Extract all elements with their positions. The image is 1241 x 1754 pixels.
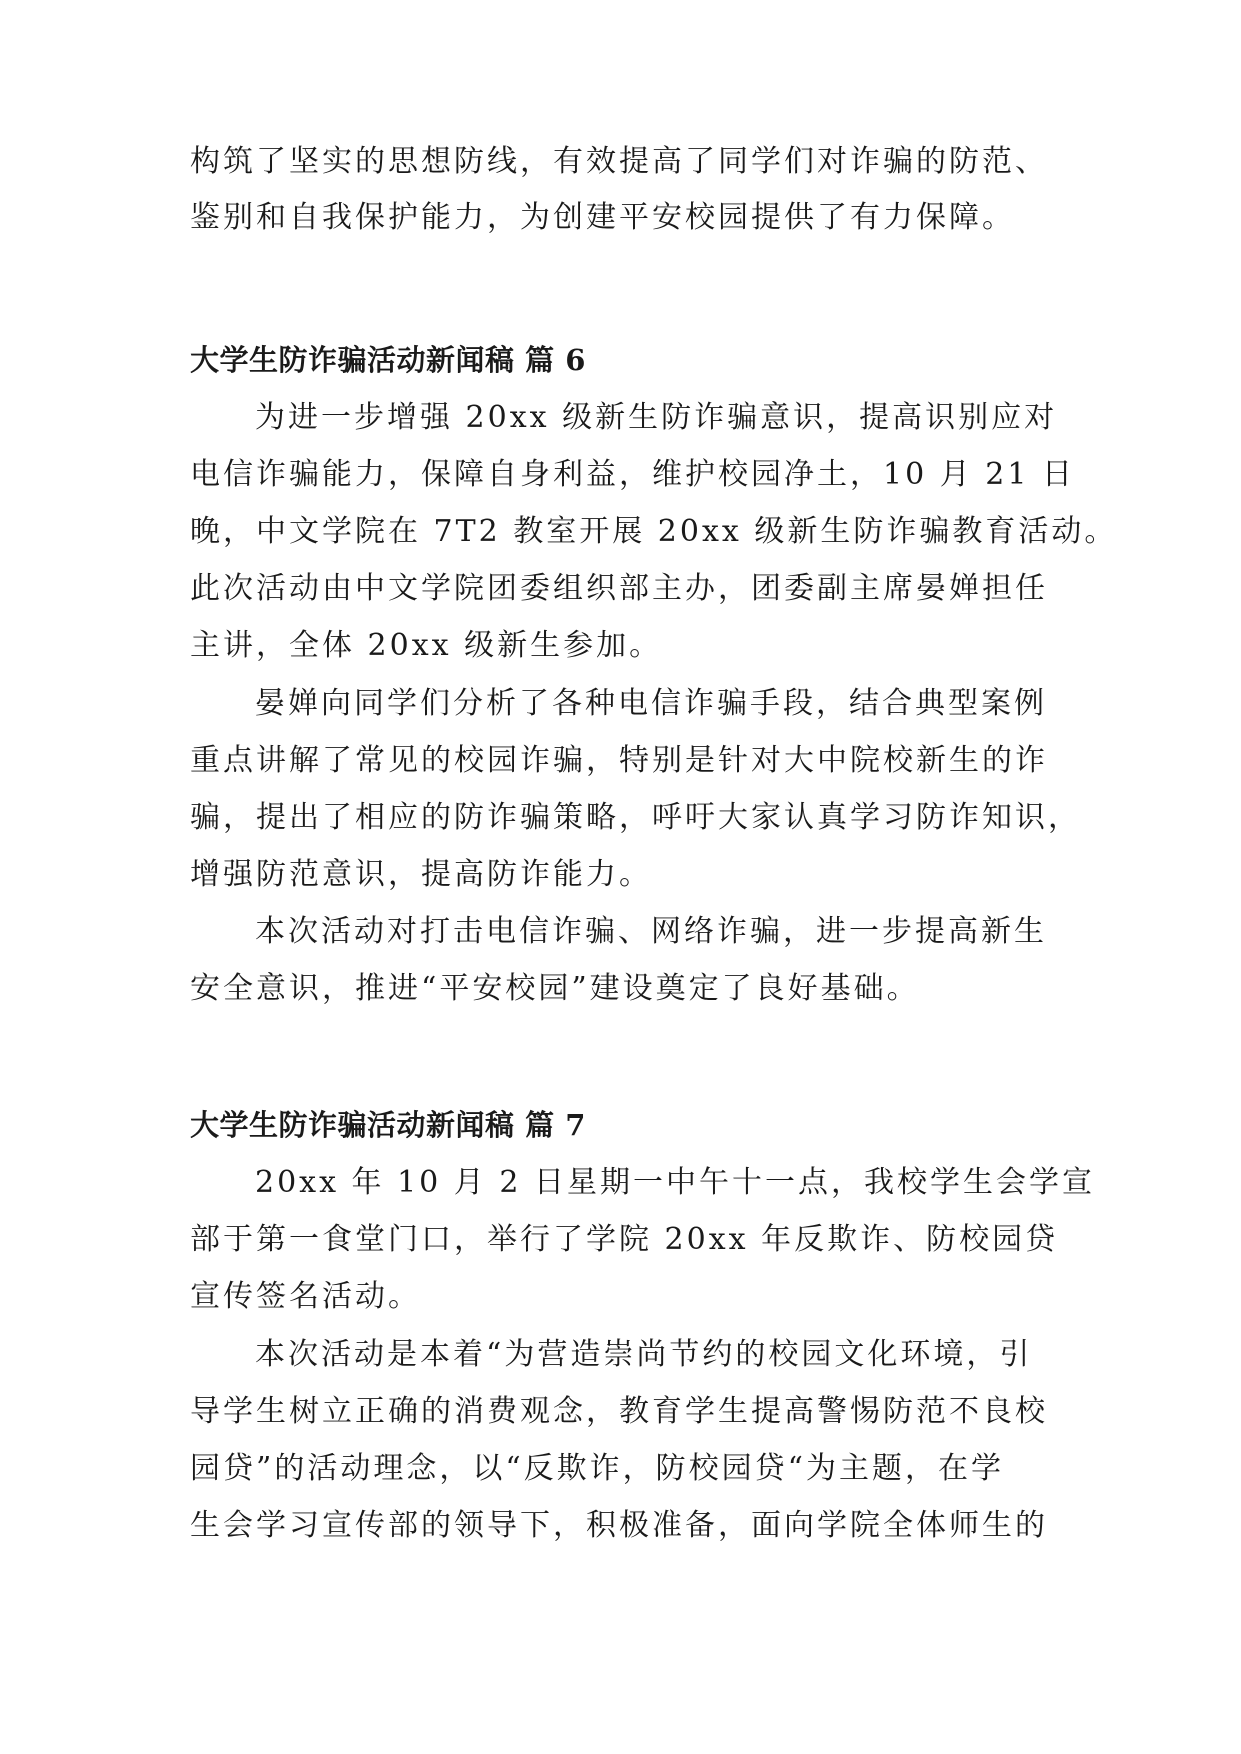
body-line: 主讲，全体 20xx 级新生参加。 (190, 628, 663, 663)
paragraph-first-line: 本次活动是本着“为营造崇尚节约的校园文化环境，引 (255, 1337, 1033, 1372)
paragraph-first-line: 为进一步增强 20xx 级新生防诈骗意识，提高识别应对 (255, 400, 1058, 435)
body-line: 构筑了坚实的思想防线，有效提高了同学们对诈骗的防范、 (190, 144, 1048, 179)
body-line: 骗，提出了相应的防诈骗策略，呼吁大家认真学习防诈知识， (190, 800, 1081, 835)
body-line: 此次活动由中文学院团委组织部主办，团委副主席晏婵担任 (190, 571, 1048, 606)
paragraph-first-line: 20xx 年 10 月 2 日星期一中午十一点，我校学生会学宣 (255, 1165, 1095, 1200)
body-line: 安全意识，推进“平安校园”建设奠定了良好基础。 (190, 971, 920, 1006)
body-line: 增强防范意识，提高防诈能力。 (190, 857, 652, 892)
paragraph-first-line: 晏婵向同学们分析了各种电信诈骗手段，结合典型案例 (255, 686, 1047, 721)
section-title: 大学生防诈骗活动新闻稿 篇 6 (190, 343, 586, 377)
body-line: 园贷”的活动理念，以“反欺诈，防校园贷“为主题，在学 (190, 1451, 1005, 1486)
section-title: 大学生防诈骗活动新闻稿 篇 7 (190, 1108, 586, 1142)
body-line: 鉴别和自我保护能力，为创建平安校园提供了有力保障。 (190, 200, 1015, 235)
body-line: 导学生树立正确的消费观念，教育学生提高警惕防范不良校 (190, 1394, 1048, 1429)
body-line: 晚，中文学院在 7T2 教室开展 20xx 级新生防诈骗教育活动。 (190, 514, 1118, 549)
body-line: 重点讲解了常见的校园诈骗，特别是针对大中院校新生的诈 (190, 743, 1048, 778)
paragraph-first-line: 本次活动对打击电信诈骗、网络诈骗，进一步提高新生 (255, 914, 1047, 949)
body-line: 部于第一食堂门口，举行了学院 20xx 年反欺诈、防校园贷 (190, 1222, 1059, 1257)
body-line: 生会学习宣传部的领导下，积极准备，面向学院全体师生的 (190, 1508, 1048, 1543)
body-line: 电信诈骗能力，保障自身利益，维护校园净土，10 月 21 日 (190, 457, 1075, 492)
body-line: 宣传签名活动。 (190, 1279, 421, 1314)
